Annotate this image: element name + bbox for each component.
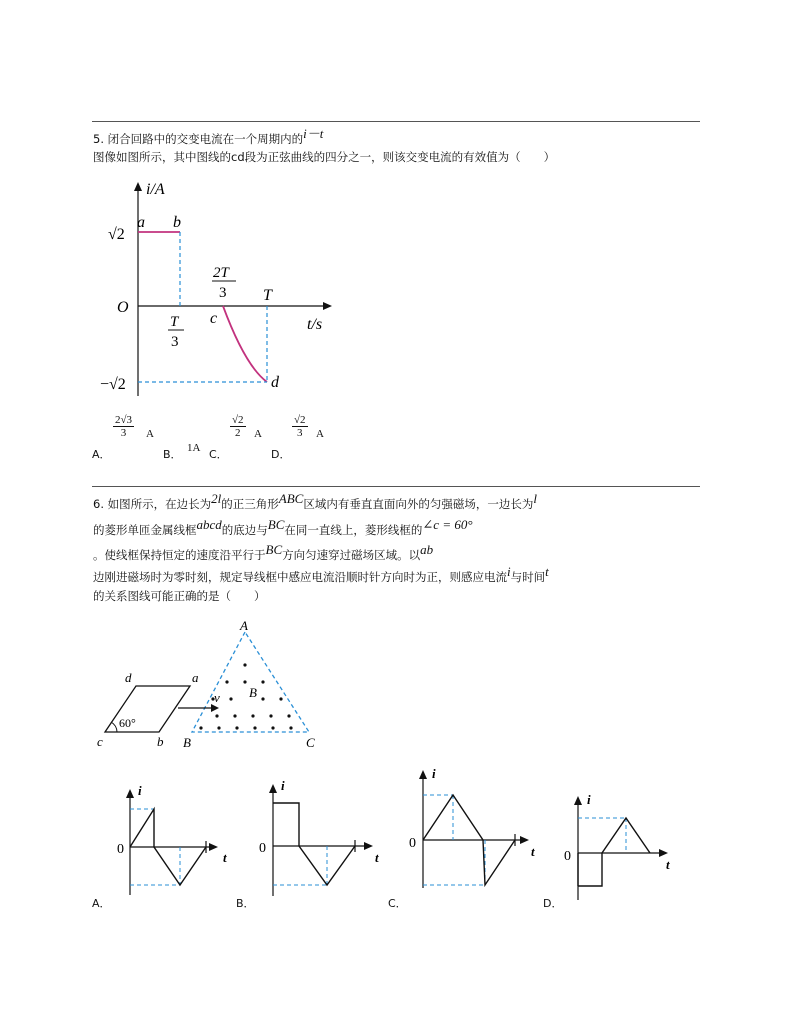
q6-line1 (93, 491, 537, 512)
q6-l3-b: 方向匀速穿过磁场区域。以 (282, 548, 421, 562)
q6a-t: t (223, 850, 227, 865)
q6d-y-arrow (574, 796, 582, 805)
q6-l2-c: 在同一直线上，菱形线框的 (284, 523, 423, 537)
q6-label-C: C (306, 735, 315, 750)
q6-option-c-label: C． (388, 897, 407, 910)
q6-label-b: b (157, 734, 164, 749)
q5-t-end: T (263, 287, 272, 304)
q6-l4-b: 与时间 (510, 570, 546, 584)
q6c-i: i (432, 766, 436, 781)
q6b-zero: 0 (259, 841, 266, 856)
mid-divider (92, 486, 700, 487)
q5-option-c-label: C． (209, 448, 228, 461)
q5-origin: O (117, 299, 129, 316)
q6-graph-a (112, 783, 252, 903)
q5-option-d-unit: A (316, 428, 324, 440)
q5-y-pos: √2 (108, 226, 125, 243)
q6-l3-m2: ab (420, 542, 434, 557)
q5-graph (100, 178, 350, 418)
q6-label-c: c (97, 734, 103, 749)
top-divider (92, 121, 700, 122)
q5-option-c-frac: $\frac{√2}{2}$ (232, 414, 244, 439)
q6-rhombus (105, 686, 190, 732)
q6b-x-arrow (364, 842, 373, 850)
q5-text1: 闭合回路中的交变电流在一个周期内的 (107, 132, 304, 146)
q6-graph-d (560, 790, 690, 910)
q5-option-a-label: A． (92, 448, 111, 461)
q5-t3-den: 3 (171, 334, 179, 350)
q6d-zero: 0 (564, 849, 571, 864)
q5-x-label: t/s (307, 316, 323, 333)
q6-l1-a: 如图所示，在边长为 (107, 497, 212, 511)
q6-l2-a: 的菱形单匝金属线框 (93, 523, 197, 537)
q6a-y-arrow (126, 789, 134, 798)
q6-label-v: v (214, 690, 220, 705)
q6-option-d-label: D． (543, 897, 563, 910)
q6a-i: i (138, 783, 142, 798)
q6-label-d: d (125, 670, 132, 685)
q6-velocity-head (211, 704, 219, 712)
q6-l4-m2: t (545, 564, 549, 579)
q5-pt-a: a (137, 214, 145, 231)
q5-math-it: i－t (303, 126, 324, 141)
q6-angle-arc (111, 722, 117, 732)
q5-pt-d: d (271, 374, 279, 391)
q6-l4-m1: i (507, 564, 511, 579)
q6-number: 6. (93, 497, 104, 511)
q5-pt-b: b (173, 214, 181, 231)
q6b-t: t (375, 850, 379, 865)
q6-l2-m2: BC (267, 517, 285, 532)
q5-x-arrow (323, 302, 332, 310)
q5-option-a-frac: $\frac{2√3}{3}$ (115, 414, 133, 439)
q5-cd-curve (223, 306, 267, 382)
q5-option-b-value: 1A (187, 442, 201, 454)
q6b-i: i (281, 778, 285, 793)
q6d-curve (578, 818, 650, 886)
q6d-x-arrow (659, 849, 668, 857)
q6b-y-arrow (269, 784, 277, 793)
q6-l1-m1: 2l (211, 491, 222, 506)
q6-triangle (192, 632, 309, 732)
q5-t3-num: T (170, 314, 179, 330)
q6-l2-b: 的底边与 (221, 523, 268, 537)
q6d-t: t (666, 857, 670, 872)
q5-option-a-unit: A (146, 428, 154, 440)
q5-option-b-label: B． (163, 448, 182, 461)
q5-option-c-unit: A (254, 428, 262, 440)
q6-l1-c: 区域内有垂直直面向外的匀强磁场，一边长为 (303, 497, 534, 511)
q6-label-angle: 60° (119, 716, 136, 730)
q6-graph-b (255, 772, 395, 902)
q6-line5: 的关系图线可能正确的是（ ） (93, 589, 266, 603)
q6d-i: i (587, 792, 591, 807)
q6c-y-arrow (419, 770, 427, 779)
q6-line3 (93, 542, 434, 563)
q5-y-neg: −√2 (100, 376, 126, 393)
q6-figure (95, 620, 335, 750)
q6-l2-m3: ∠c = 60° (422, 517, 473, 532)
q6-label-a: a (192, 670, 199, 685)
q6-line2 (93, 517, 473, 538)
q6-l3-m1: BC (265, 542, 283, 557)
q6-l4-a: 边刚进磁场时为零时刻，规定导线框中感应电流沿顺时针方向时为正，则感应电流 (93, 570, 507, 584)
q5-t23-num: 2T (213, 265, 229, 281)
q5-line1 (93, 128, 323, 147)
q5-t23-den: 3 (219, 285, 227, 301)
q5-number: 5. (93, 132, 104, 146)
q6-option-a-label: A． (92, 897, 111, 910)
q6-label-B-region: B (249, 685, 257, 700)
q5-option-d-frac: $\frac{√2}{3}$ (294, 414, 306, 439)
q5-y-label: i/A (146, 181, 165, 198)
q6c-t: t (531, 844, 535, 859)
q6-l1-m3: l (533, 491, 537, 506)
q5-line2: 图像如图所示，其中图线的cd段为正弦曲线的四分之一，则该交变电流的有效值为（ ） (93, 150, 556, 164)
q6b-curve (273, 803, 355, 885)
q6-l3-a: 。使线框保持恒定的速度沿平行于 (93, 548, 266, 562)
q6-l1-m2: ABC (278, 491, 304, 506)
q6-l1-b: 的正三角形 (221, 497, 279, 511)
q5-pt-c: c (210, 310, 218, 327)
q6-l2-m1: abcd (196, 517, 222, 532)
q6-label-B: B (183, 735, 191, 750)
q6-option-b-label: B． (236, 897, 255, 910)
q6-label-A: A (240, 620, 248, 633)
q6-line4 (93, 564, 549, 585)
q6a-x-arrow (209, 843, 218, 851)
q6a-zero: 0 (117, 842, 124, 857)
q5-option-d-label: D． (271, 448, 291, 461)
q6-graph-c (405, 764, 555, 894)
q5-y-arrow (134, 182, 142, 191)
q6c-zero: 0 (409, 836, 416, 851)
q6c-x-arrow (520, 836, 529, 844)
